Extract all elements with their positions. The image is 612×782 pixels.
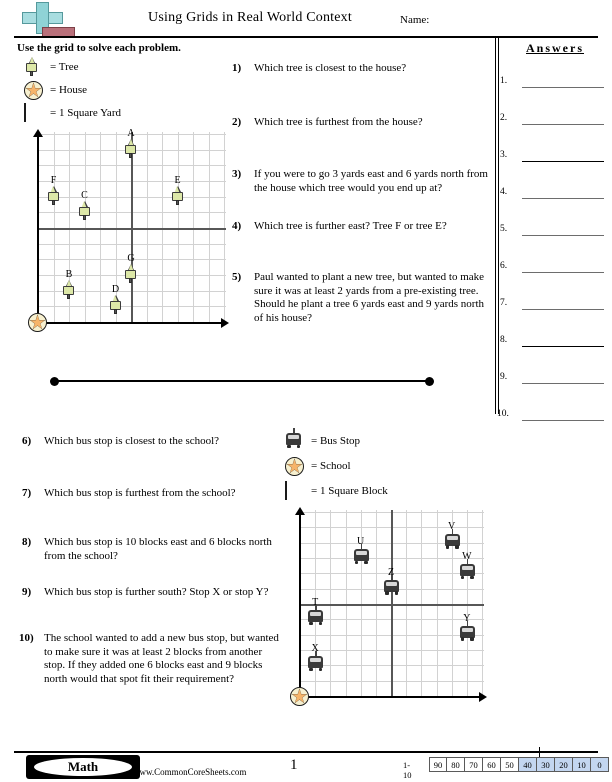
x-axis xyxy=(299,696,479,698)
footer-divider xyxy=(14,751,598,753)
answer-line[interactable] xyxy=(522,198,604,199)
grid-quadrant-axis-vertical xyxy=(131,132,133,322)
question-number: 6) xyxy=(22,435,32,447)
grid-line-vertical xyxy=(421,510,422,696)
page-number: 1 xyxy=(290,757,298,773)
grid-line-vertical xyxy=(437,510,438,696)
question-number: 9) xyxy=(22,586,32,598)
instruction-text: Use the grid to solve each problem. xyxy=(17,42,181,54)
score-cell: 30 xyxy=(537,757,555,772)
answer-row-3[interactable] xyxy=(500,150,606,162)
legend-item-tree xyxy=(24,58,174,78)
grid-point-label: T xyxy=(312,597,319,609)
grid-line-vertical xyxy=(100,132,101,322)
site-url: www.CommonCoreSheets.com xyxy=(133,767,247,777)
grid-point-label: D xyxy=(111,284,120,296)
answer-number: 10. xyxy=(497,409,509,419)
answer-line[interactable] xyxy=(522,161,604,162)
answer-row-6[interactable] xyxy=(500,261,606,273)
answer-line[interactable] xyxy=(522,235,604,236)
grid-line-vertical xyxy=(330,510,331,696)
square-icon xyxy=(285,482,305,502)
question-text: Which tree is closest to the house? xyxy=(254,62,407,74)
legend-label: = 1 Square Yard xyxy=(50,107,121,119)
question-number: 2) xyxy=(232,116,242,128)
grid-line-vertical xyxy=(85,132,86,322)
score-cell: 90 xyxy=(429,757,447,772)
score-cell: 50 xyxy=(501,757,519,772)
answer-number: 8. xyxy=(500,335,508,345)
legend-label: = 1 Square Block xyxy=(311,485,388,497)
answer-row-2[interactable] xyxy=(500,113,606,125)
question-text: Which bus stop is further south? Stop X or stop Y? xyxy=(44,586,269,598)
grid-line-vertical xyxy=(406,510,407,696)
score-cell: 20 xyxy=(555,757,573,772)
question-number: 4) xyxy=(232,220,242,232)
answer-row-10[interactable] xyxy=(497,409,603,421)
answer-row-7[interactable] xyxy=(500,298,606,310)
answer-line[interactable] xyxy=(522,383,604,384)
grid-point-label: F xyxy=(50,174,57,186)
y-axis xyxy=(299,514,301,698)
star-house-icon xyxy=(24,81,44,101)
answer-line[interactable] xyxy=(522,87,604,88)
divider-dot-right xyxy=(425,377,434,386)
question-text: Which bus stop is closest to the school? xyxy=(44,435,220,447)
score-cell: 60 xyxy=(483,757,501,772)
grid-line-vertical xyxy=(346,510,347,696)
answer-row-9[interactable] xyxy=(500,372,606,384)
tree-coordinate-grid xyxy=(30,127,230,330)
grid-point-label: E xyxy=(174,174,181,186)
bus-icon xyxy=(285,432,305,452)
answers-divider-right xyxy=(498,38,499,414)
legend-item-bus-stop xyxy=(285,432,445,452)
y-axis xyxy=(37,136,39,324)
score-cell: 40 xyxy=(519,757,537,772)
score-range-label: 1-10 xyxy=(403,760,412,780)
grid-line-vertical xyxy=(224,132,225,322)
answers-heading: Answers xyxy=(526,41,584,55)
question-number: 10) xyxy=(19,632,34,644)
grid-point-label: V xyxy=(448,520,456,532)
divider-dot-left xyxy=(50,377,59,386)
answer-line[interactable] xyxy=(522,346,604,347)
score-cell: 10 xyxy=(573,757,591,772)
answer-line[interactable] xyxy=(522,420,604,421)
grid-point-label: B xyxy=(65,268,73,280)
legend-label: = Tree xyxy=(50,61,79,73)
question-number: 5) xyxy=(232,271,242,283)
answer-row-5[interactable] xyxy=(500,224,606,236)
answer-line[interactable] xyxy=(522,272,604,273)
grid-line-vertical xyxy=(147,132,148,322)
grid-line-vertical xyxy=(178,132,179,322)
answer-row-8[interactable] xyxy=(500,335,606,347)
answer-number: 9. xyxy=(500,372,508,382)
legend-item-square-block xyxy=(285,482,445,502)
question-text: Which bus stop is 10 blocks east and 6 blocks north from the school? xyxy=(44,536,272,562)
grid-point-label: A xyxy=(127,127,135,139)
y-axis-arrow xyxy=(33,129,43,137)
answer-number: 6. xyxy=(500,261,508,271)
legend-item-square-yard xyxy=(24,104,174,124)
score-cell: 0 xyxy=(591,757,609,772)
score-cell: 80 xyxy=(447,757,465,772)
page-title: Using Grids in Real World Context xyxy=(148,10,352,25)
grid-point-label: Z xyxy=(387,566,395,578)
grid-line-vertical xyxy=(467,510,468,696)
x-axis-arrow xyxy=(479,692,487,702)
answer-number: 4. xyxy=(500,187,508,197)
y-axis-arrow xyxy=(295,507,305,515)
grid-line-vertical xyxy=(482,510,483,696)
name-label: Name: xyxy=(400,14,430,26)
grid-quadrant-axis-horizontal xyxy=(38,228,226,230)
math-badge xyxy=(26,755,140,779)
question-text: Paul wanted to plant a new tree, but wanted to make sure it was at least 2 yards from a pre-existing tree. Should he plant a tree 6 yards east and 9 yards north of his house? xyxy=(254,271,485,324)
question-text: The school wanted to add a new bus stop, but wanted to make sure it was at least 2 blocks from another stop. If they added one 6 blocks east and 9 blocks north would that spot fit their requirement? xyxy=(44,632,279,685)
question-text: Which bus stop is furthest from the school? xyxy=(44,487,236,499)
question-text: Which tree is further east? Tree F or tree E? xyxy=(254,220,447,232)
score-cell: 70 xyxy=(465,757,483,772)
question-text: Which tree is furthest from the house? xyxy=(254,116,423,128)
grid-point-label: X xyxy=(311,643,319,655)
page-header xyxy=(0,0,612,40)
score-table xyxy=(429,757,609,772)
legend-label: = School xyxy=(311,460,351,472)
grid-point-label: W xyxy=(462,551,472,563)
answer-number: 2. xyxy=(500,113,508,123)
grid-point-label: Y xyxy=(463,612,471,624)
x-axis-arrow xyxy=(221,318,229,328)
x-axis xyxy=(37,322,221,324)
question-number: 1) xyxy=(232,62,242,74)
tree-icon xyxy=(24,58,44,78)
legend-item-house xyxy=(24,81,174,101)
answer-row-4[interactable] xyxy=(500,187,606,199)
header-divider xyxy=(14,36,598,38)
grid-point-label: U xyxy=(357,536,365,547)
grid-quadrant-axis-vertical xyxy=(391,510,393,696)
answer-row-1[interactable] xyxy=(500,76,606,88)
grid-line-vertical xyxy=(162,132,163,322)
answer-number: 5. xyxy=(500,224,508,234)
question-number: 8) xyxy=(22,536,32,548)
grid-line-vertical xyxy=(54,132,55,322)
math-badge-label: Math xyxy=(67,759,99,774)
answer-number: 1. xyxy=(500,76,508,86)
grid-line-vertical xyxy=(209,132,210,322)
grid-point-label: C xyxy=(81,190,88,202)
answer-number: 3. xyxy=(500,150,508,160)
grid-line-vertical xyxy=(376,510,377,696)
question-number: 3) xyxy=(232,168,242,180)
star-school-icon xyxy=(285,457,305,477)
answer-number: 7. xyxy=(500,298,508,308)
grid-line-vertical xyxy=(193,132,194,322)
answer-line[interactable] xyxy=(522,309,604,310)
legend-item-school xyxy=(285,457,445,477)
answers-divider-left xyxy=(495,38,496,414)
grid-quadrant-axis-horizontal xyxy=(300,604,484,606)
commoncoresheets-logo-icon xyxy=(16,2,72,36)
busstop-coordinate-grid xyxy=(292,508,488,704)
square-icon xyxy=(24,104,44,124)
question-text: If you were to go 3 yards east and 6 yards north from the house which tree would you end up at? xyxy=(254,168,488,194)
question-number: 7) xyxy=(22,487,32,499)
grid-point-label: G xyxy=(127,253,135,264)
legend-label: = House xyxy=(50,84,88,96)
legend-label: = Bus Stop xyxy=(311,435,360,447)
section-divider xyxy=(52,380,430,382)
answer-line[interactable] xyxy=(522,124,604,125)
